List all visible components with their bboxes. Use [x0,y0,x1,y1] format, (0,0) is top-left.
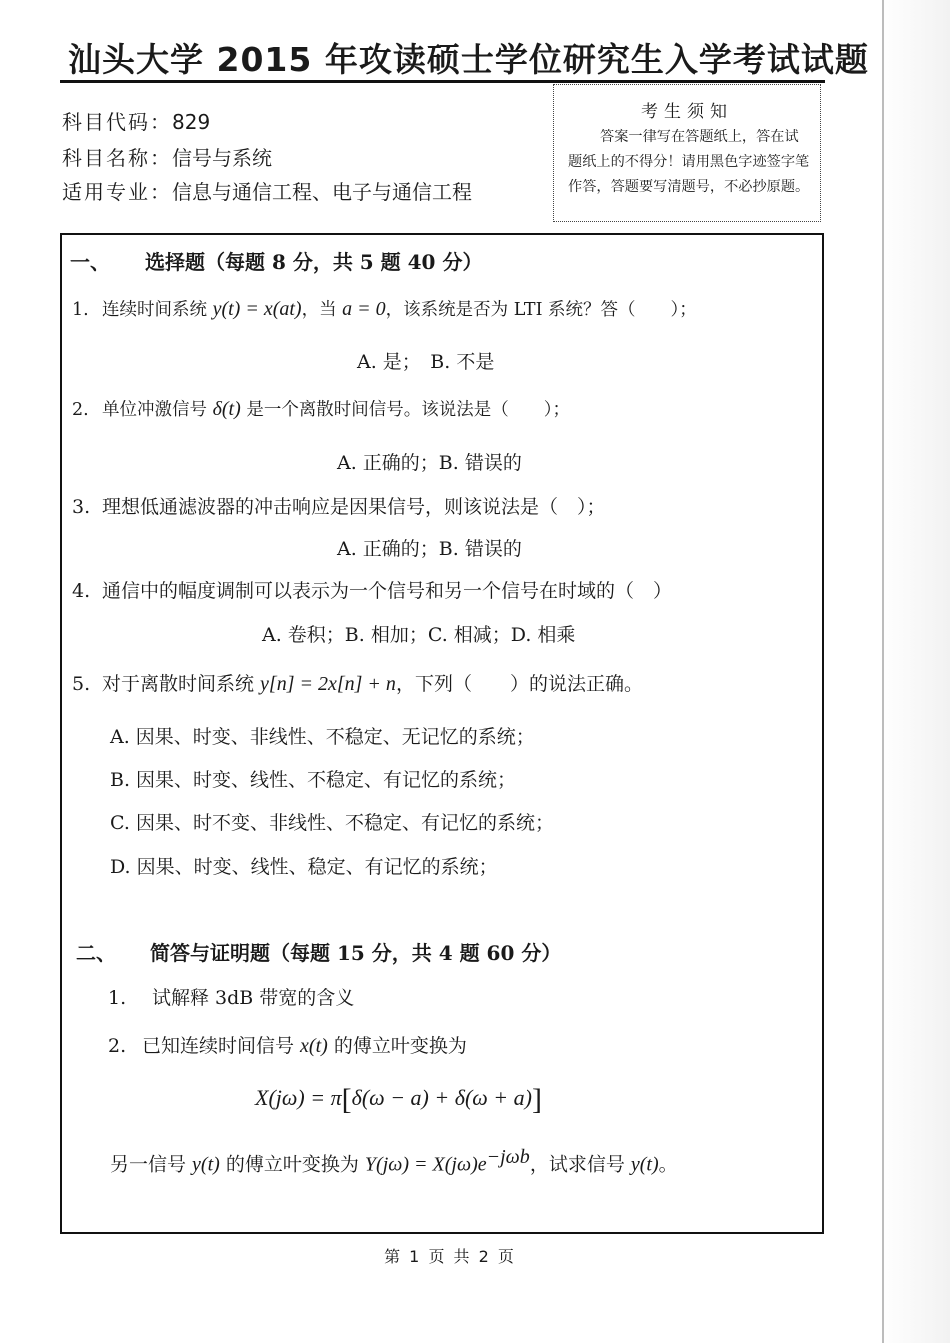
question-1-1 [72,296,697,321]
equation: a = 0 [342,298,386,320]
question-text: ，试求信号 [529,1153,631,1176]
major-row [62,176,472,205]
subject-code: 829 [172,110,211,134]
scan-edge-shadow [880,0,950,1343]
section-1-number: 一、 [70,250,110,274]
question-text: ，当 [301,300,343,320]
question-1-5-option-a: A. 因果、时变、非线性、不稳定、无记忆的系统； [110,726,535,748]
section-1-title: 选择题（每题 8 分，共 5 题 40 分） [145,250,483,274]
equation: y[n] = 2x[n] + n [260,673,396,695]
major: 信息与通信工程、电子与通信工程 [172,180,472,204]
section-2-heading [76,937,561,966]
question-text: 试解释 3dB 带宽的含义 [152,987,355,1009]
formula-inner: δ(ω − a) + δ(ω + a) [351,1085,532,1110]
question-1-2-options: A. 正确的；B. 错误的 [337,452,522,474]
question-1-5-option-c: C. 因果、时不变、非线性、不稳定、有记忆的系统； [110,812,554,834]
subject-name-label: 科目名称： [62,146,172,170]
question-number: 5. [72,673,91,695]
scan-fold-line [882,0,884,1343]
title-underline [60,80,825,83]
question-number: 1. [108,987,127,1009]
major-label: 适用专业： [62,180,172,204]
question-1-3-options: A. 正确的；B. 错误的 [337,538,522,560]
question-text: 的傅立叶变换为 [327,1035,467,1057]
question-text: ，下列（ ）的说法正确。 [395,673,643,695]
question-text: 理想低通滤波器的冲击响应是因果信号，则该说法是（ ）； [102,496,606,518]
section-2-number: 二、 [76,941,116,965]
equation-superscript: −jωb [486,1146,530,1168]
question-1-2 [72,396,570,421]
question-number: 2. [108,1035,127,1057]
question-text: 对于离散时间系统 [102,673,261,695]
question-number: 3. [72,496,91,518]
question-1-5-option-d: D. 因果、时变、线性、稳定、有记忆的系统； [110,856,498,878]
question-number: 2. [72,400,89,420]
notice-title: 考生须知 [641,102,733,122]
equation: y(t) [192,1153,220,1176]
question-text: ，该系统是否为 LTI 系统？答（ ）； [385,300,697,320]
question-text: 连续时间系统 [102,300,213,320]
page-footer: 第 1 页 共 2 页 [384,1247,516,1266]
question-2-1 [108,983,354,1010]
question-number: 4. [72,580,91,602]
question-1-5-option-b: B. 因果、时变、线性、不稳定、有记忆的系统； [110,769,517,791]
question-2-2-line-2 [110,1146,678,1176]
question-1-1-options: A. 是； B. 不是 [357,351,495,373]
equation: δ(t) [212,398,241,420]
question-number: 1. [72,300,89,320]
question-text: 通信中的幅度调制可以表示为一个信号和另一个信号在时域的（ ） [102,580,673,602]
question-1-3 [72,492,606,519]
equation: x(t) [300,1035,328,1057]
formula-lhs: X(jω) = π [255,1085,342,1110]
subject-code-row [62,106,210,135]
section-1-heading [70,246,482,275]
subject-name: 信号与系统 [172,146,272,170]
candidate-notice-box [553,84,821,222]
fourier-transform-formula: X(jω) = π[δ(ω − a) + δ(ω + a)] [255,1083,542,1116]
question-text: 单位冲激信号 [102,400,213,420]
question-text: 的傅立叶变换为 [219,1153,365,1176]
equation: y(t) = x(at) [212,298,302,320]
section-2-title: 简答与证明题（每题 15 分，共 4 题 60 分） [150,941,562,965]
subject-code-label: 科目代码： [62,110,172,134]
exam-title: 汕头大学 2015 年攻读硕士学位研究生入学考试试题 [68,40,869,79]
question-text: 。 [658,1153,678,1176]
question-text: 另一信号 [110,1153,193,1176]
question-1-4 [72,576,672,603]
question-1-4-options: A. 卷积；B. 相加；C. 相减；D. 相乘 [262,624,576,646]
subject-name-row [62,142,272,171]
equation: Y(jω) = X(jω)e [364,1153,487,1176]
question-1-5 [72,669,643,696]
question-text: 是一个离散时间信号。该说法是（ ）； [240,400,571,420]
notice-body: 答案一律写在答题纸上，答在试题纸上的不得分！请用黑色字迹签字笔作答，答题要写清题号，不必抄原题。 [568,129,810,195]
equation: y(t) [630,1153,659,1176]
question-text: 已知连续时间信号 [142,1035,301,1057]
question-2-2 [108,1031,467,1058]
